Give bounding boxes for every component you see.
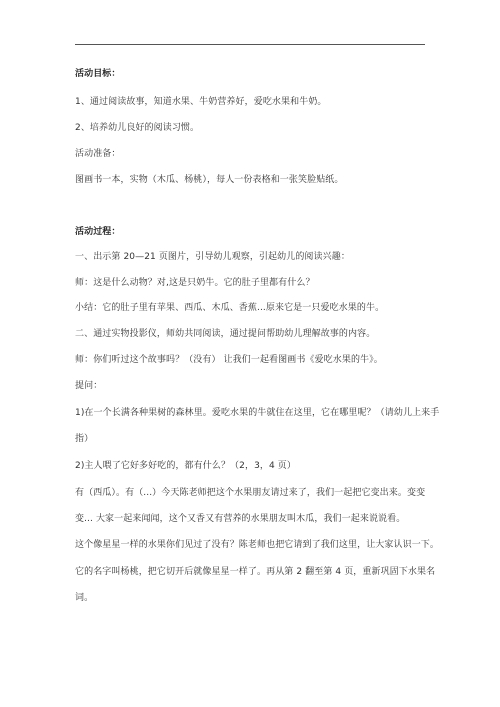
heading-activity-prep: 活动准备：	[75, 149, 121, 159]
goal-item-2: 2、培养幼儿良好的阅读习惯。	[75, 123, 200, 133]
process-line: 二、通过实物投影仪，师幼共同阅读，通过提问帮助幼儿理解故事的内容。	[75, 329, 376, 339]
process-line: 有（西瓜）。有（...）今天陈老师把这个水果朋友请过来了，我们一起把它变出来。变变	[75, 488, 426, 498]
process-line: 师：这是什么动物？对,这是只奶牛。它的肚子里都有什么？	[75, 278, 315, 288]
process-line: 词。	[75, 593, 94, 603]
process-line: 这个像星星一样的水果你们见过了没有？陈老师也把它请到了我们这里，让大家认识一下。	[75, 540, 440, 550]
process-line: 变... 大家一起来闻闻，这个又香又有营养的水果朋友叫木瓜，我们一起来说说看。	[75, 514, 406, 524]
process-line: 一、出示第 20—21 页图片，引导幼儿观察，引起幼儿的阅读兴趣：	[75, 252, 350, 262]
prep-item-1: 图画书一本，实物（木瓜、杨桃），每人一份表格和一张笑脸贴纸。	[75, 175, 344, 185]
heading-activity-process: 活动过程：	[75, 227, 121, 237]
process-line: 它的名字叫杨桃，把它切开后就像星星一样了。再从第 2 翻至第 4 页，重新巩固下水果名	[75, 567, 436, 577]
process-line: 2)主人喂了它好多好吃的，都有什么？（2，3，4 页）	[75, 461, 296, 471]
heading-activity-goals: 活动目标：	[75, 69, 121, 79]
goal-item-1: 1、通过阅读故事，知道水果、牛奶营养好，爱吃水果和牛奶。	[75, 97, 327, 107]
process-line: 提问：	[75, 381, 103, 391]
process-line: 1)在一个长满各种果树的森林里。爱吃水果的牛就住在这里，它在哪里呢？（请幼儿上来手	[75, 408, 440, 418]
process-line: 师：你们听过这个故事吗？（没有） 让我们一起看图画书《爱吃水果的牛》。	[75, 355, 383, 365]
process-line: 小结：它的肚子里有苹果、西瓜、木瓜、香蕉...原来它是一只爱吃水果的牛。	[75, 303, 385, 313]
process-line: 指）	[75, 434, 94, 444]
header-divider	[75, 44, 425, 45]
